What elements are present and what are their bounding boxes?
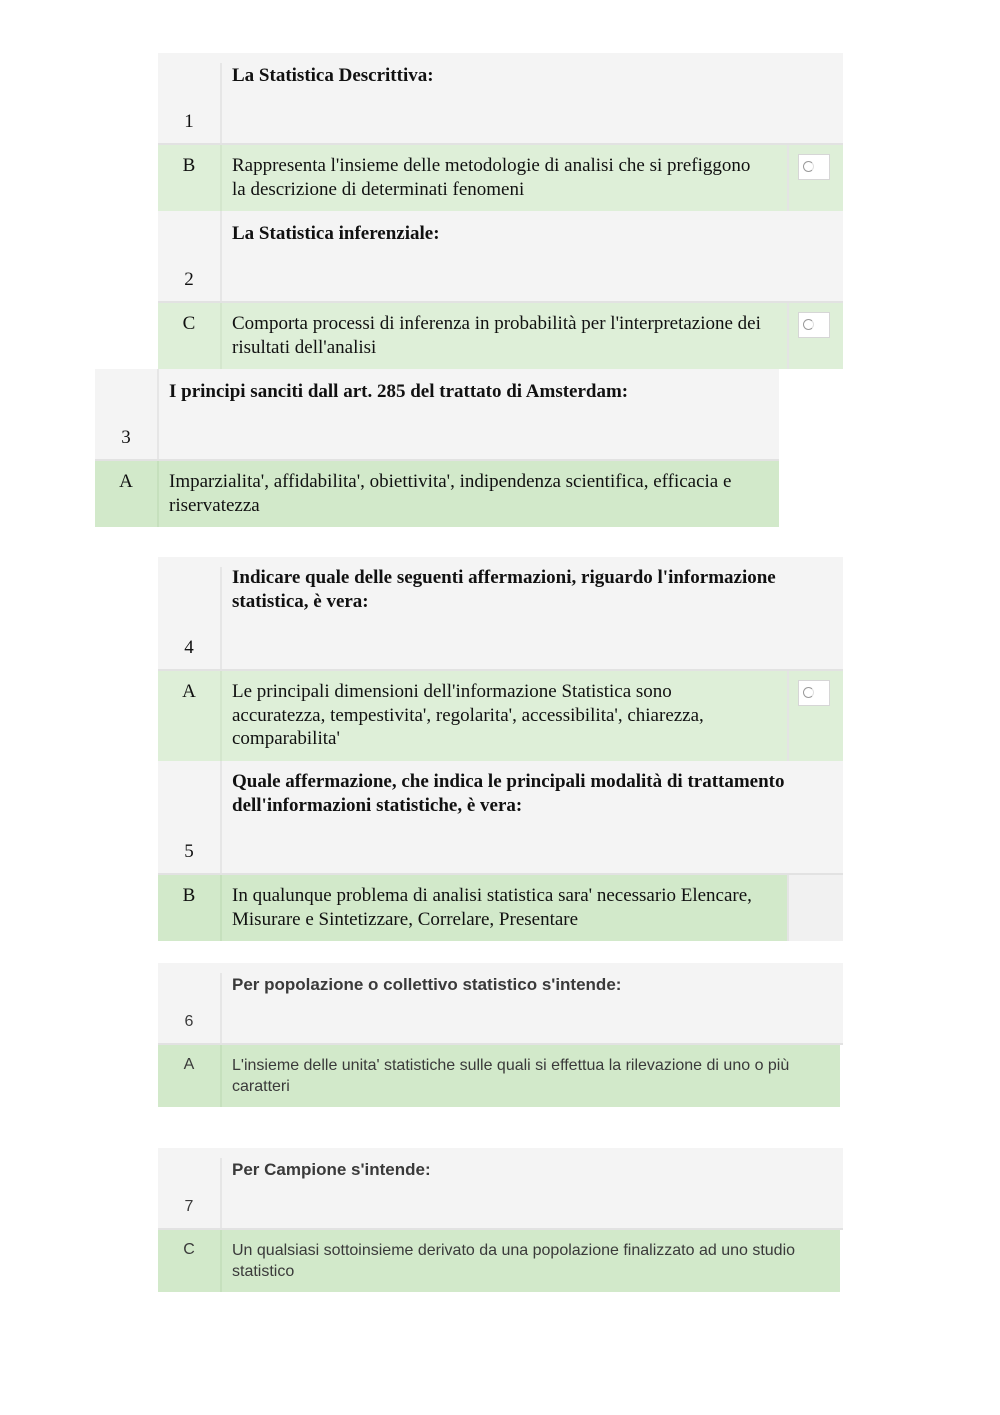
- question-number: 3: [121, 427, 131, 448]
- answer-row: [158, 145, 843, 211]
- empty-cell: [787, 875, 843, 941]
- answer-text: In qualunque problema di analisi statistica sara' necessario Elencare, Misurare e Sintetizzare, Correlare, Presentare: [232, 885, 752, 930]
- answer-text: L'insieme delle unita' statistiche sulle quali si effettua la rilevazione di uno o più caratteri: [232, 1057, 790, 1095]
- answer-row: [158, 875, 843, 941]
- radio-circle-icon: [803, 687, 814, 698]
- radio-button[interactable]: [798, 680, 830, 706]
- answer-letter: C: [182, 313, 196, 334]
- question-row: [158, 1148, 843, 1228]
- answer-letter: B: [182, 885, 196, 906]
- answer-letter: C: [183, 1241, 195, 1258]
- answer-row: [158, 1045, 840, 1107]
- question-number: 5: [184, 841, 194, 862]
- question-number: 7: [184, 1198, 194, 1215]
- answer-text: Un qualsiasi sottoinsieme derivato da una popolazione finalizzato ad uno studio statistico: [232, 1242, 796, 1280]
- question-row: [158, 211, 843, 301]
- question-text: Indicare quale delle seguenti affermazioni, riguardo l'informazione statistica, è vera:: [232, 567, 776, 612]
- answer-letter: A: [183, 1056, 195, 1073]
- answer-text: Imparzialita', affidabilita', obiettivita', indipendenza scientifica, efficacia e riservatezza: [169, 471, 732, 516]
- radio-circle-icon: [803, 319, 814, 330]
- question-row: [95, 369, 779, 459]
- answer-row: [95, 461, 779, 527]
- question-row: [158, 963, 843, 1043]
- answer-letter: A: [182, 681, 196, 702]
- answer-text: Comporta processi di inferenza in probabilità per l'interpretazione dei risultati dell'analisi: [232, 313, 761, 358]
- question-number: 4: [184, 637, 194, 658]
- question-row: [158, 761, 843, 873]
- answer-letter: B: [182, 155, 196, 176]
- quiz-block-5: [158, 1148, 843, 1292]
- quiz-block-4: [158, 963, 843, 1107]
- radio-button[interactable]: [798, 154, 830, 180]
- question-number: 2: [184, 269, 194, 290]
- radio-circle-icon: [803, 161, 814, 172]
- question-text: Per Campione s'intende:: [232, 1160, 431, 1179]
- question-text: La Statistica inferenziale:: [232, 223, 440, 244]
- answer-text: Rappresenta l'insieme delle metodologie di analisi che si prefiggono la descrizione di determinati fenomeni: [232, 155, 751, 200]
- question-number: 6: [184, 1013, 194, 1030]
- answer-letter: A: [119, 471, 133, 492]
- quiz-block-1: [158, 53, 843, 369]
- answer-row: [158, 303, 843, 369]
- radio-cell: [787, 671, 843, 761]
- quiz-block-3: [158, 557, 843, 942]
- answer-text: Le principali dimensioni dell'informazione Statistica sono accuratezza, tempestivita', regolarita', accessibilita', chiarezza, comparabilita': [232, 681, 704, 749]
- quiz-block-2: [95, 369, 779, 528]
- question-number: 1: [184, 111, 194, 132]
- radio-cell: [787, 145, 843, 211]
- radio-button[interactable]: [798, 312, 830, 338]
- question-text: Quale affermazione, che indica le principali modalità di trattamento dell'informazioni statistiche, è vera:: [232, 771, 785, 816]
- question-text: Per popolazione o collettivo statistico s'intende:: [232, 975, 622, 994]
- answer-row: [158, 1230, 840, 1292]
- question-text: La Statistica Descrittiva:: [232, 65, 434, 86]
- radio-cell: [787, 303, 843, 369]
- question-row: [158, 53, 843, 143]
- question-row: [158, 557, 843, 669]
- question-text: I principi sanciti dall art. 285 del trattato di Amsterdam:: [169, 381, 629, 402]
- answer-row: [158, 671, 843, 761]
